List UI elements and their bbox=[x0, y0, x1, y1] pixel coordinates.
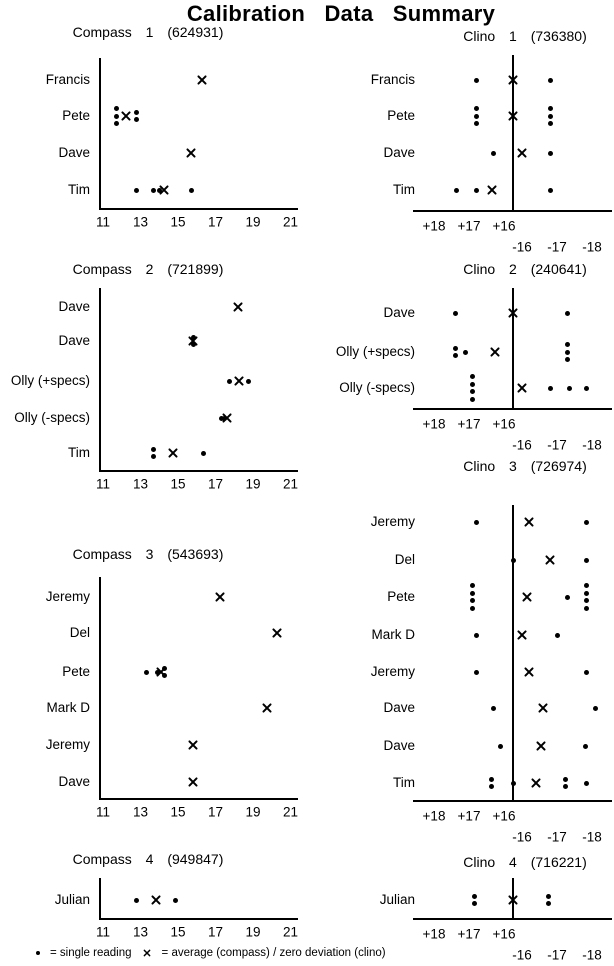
row-label: Jeremy bbox=[45, 736, 90, 752]
row-label: Dave bbox=[383, 304, 415, 320]
data-point-dot bbox=[565, 350, 570, 355]
row-label: Olly (+specs) bbox=[10, 372, 90, 388]
data-point-cross bbox=[262, 703, 272, 713]
row-label: Pete bbox=[62, 107, 90, 123]
data-point-cross bbox=[188, 777, 198, 787]
row-label: Pete bbox=[387, 588, 415, 604]
data-point-dot bbox=[584, 670, 589, 675]
data-point-cross bbox=[233, 302, 243, 312]
row-label: Tim bbox=[393, 774, 415, 790]
data-point-cross bbox=[490, 347, 500, 357]
data-point-dot bbox=[491, 706, 496, 711]
data-point-cross bbox=[522, 592, 532, 602]
data-point-cross bbox=[197, 75, 207, 85]
data-point-dot bbox=[567, 386, 572, 391]
tick-label: 21 bbox=[282, 924, 299, 940]
row-label: Jeremy bbox=[45, 588, 90, 604]
single-reading-dot-icon bbox=[36, 951, 40, 955]
data-point-cross bbox=[188, 740, 198, 750]
data-point-dot bbox=[453, 353, 458, 358]
row-label: Tim bbox=[68, 181, 90, 197]
x-axis-line bbox=[99, 798, 298, 800]
data-point-dot bbox=[563, 784, 568, 789]
tick-label: -16 bbox=[512, 829, 532, 845]
zero-deviation-line bbox=[512, 288, 514, 410]
tick-label: +16 bbox=[492, 218, 516, 234]
y-axis-line bbox=[99, 288, 101, 472]
x-axis-line bbox=[413, 918, 612, 920]
data-point-dot bbox=[472, 894, 477, 899]
row-label: Pete bbox=[62, 663, 90, 679]
tick-label: +17 bbox=[457, 416, 481, 432]
row-label: Dave bbox=[383, 699, 415, 715]
data-point-dot bbox=[474, 670, 479, 675]
legend-dot-label: = single reading bbox=[50, 947, 132, 959]
data-point-cross bbox=[508, 75, 518, 85]
row-label: Olly (+specs) bbox=[335, 343, 415, 359]
data-point-dot bbox=[454, 188, 459, 193]
data-point-dot bbox=[565, 357, 570, 362]
tick-label: 15 bbox=[170, 214, 186, 230]
tick-label: +17 bbox=[457, 926, 481, 942]
tick-label: +18 bbox=[422, 416, 446, 432]
data-point-cross bbox=[524, 517, 534, 527]
data-point-dot bbox=[548, 106, 553, 111]
panel-title-compass-2: Compass 2 (721899) bbox=[72, 261, 224, 277]
tick-label: 19 bbox=[245, 476, 261, 492]
data-point-dot bbox=[144, 670, 149, 675]
data-point-dot bbox=[474, 78, 479, 83]
data-point-dot bbox=[470, 583, 475, 588]
data-point-dot bbox=[584, 606, 589, 611]
data-point-dot bbox=[470, 606, 475, 611]
data-point-dot bbox=[584, 520, 589, 525]
row-label: Tim bbox=[393, 181, 415, 197]
data-point-dot bbox=[472, 901, 477, 906]
data-point-dot bbox=[134, 188, 139, 193]
tick-label: -18 bbox=[582, 437, 602, 453]
data-point-dot bbox=[546, 901, 551, 906]
data-point-dot bbox=[511, 558, 516, 563]
data-point-cross bbox=[536, 741, 546, 751]
data-point-dot bbox=[201, 451, 206, 456]
data-point-dot bbox=[470, 591, 475, 596]
tick-label: 11 bbox=[95, 804, 111, 820]
data-point-dot bbox=[151, 454, 156, 459]
tick-label: -18 bbox=[582, 947, 602, 963]
data-point-dot bbox=[227, 379, 232, 384]
data-point-dot bbox=[474, 520, 479, 525]
tick-label: -17 bbox=[547, 437, 567, 453]
x-axis-line bbox=[99, 208, 298, 210]
data-point-dot bbox=[593, 706, 598, 711]
data-point-dot bbox=[134, 117, 139, 122]
row-label: Julian bbox=[54, 891, 90, 907]
data-point-dot bbox=[470, 397, 475, 402]
tick-label: -17 bbox=[547, 239, 567, 255]
x-axis-line bbox=[99, 918, 298, 920]
row-label: Francis bbox=[370, 71, 415, 87]
tick-label: +16 bbox=[492, 416, 516, 432]
tick-label: -18 bbox=[582, 239, 602, 255]
data-point-cross bbox=[151, 895, 161, 905]
data-point-dot bbox=[489, 777, 494, 782]
legend-cross-label: = average (compass) / zero deviation (clino) bbox=[161, 947, 386, 959]
data-point-cross bbox=[524, 667, 534, 677]
tick-label: 21 bbox=[282, 804, 299, 820]
tick-label: 19 bbox=[245, 804, 261, 820]
tick-label: 15 bbox=[170, 476, 186, 492]
data-point-dot bbox=[173, 898, 178, 903]
data-point-cross bbox=[508, 111, 518, 121]
row-label: Olly (-specs) bbox=[14, 409, 90, 425]
page-title: Calibration Data Summary bbox=[186, 1, 496, 26]
data-point-dot bbox=[470, 382, 475, 387]
x-axis-line bbox=[99, 470, 298, 472]
data-point-cross bbox=[517, 630, 527, 640]
data-point-dot bbox=[565, 311, 570, 316]
data-point-cross bbox=[487, 185, 497, 195]
x-axis-line bbox=[413, 210, 612, 212]
data-point-dot bbox=[584, 558, 589, 563]
data-point-dot bbox=[114, 114, 119, 119]
data-point-dot bbox=[498, 744, 503, 749]
data-point-cross bbox=[508, 895, 518, 905]
tick-label: 11 bbox=[95, 214, 111, 230]
tick-label: 17 bbox=[207, 214, 224, 230]
data-point-dot bbox=[189, 188, 194, 193]
data-point-dot bbox=[548, 114, 553, 119]
tick-label: +18 bbox=[422, 808, 446, 824]
data-point-dot bbox=[246, 379, 251, 384]
data-point-dot bbox=[584, 583, 589, 588]
tick-label: +17 bbox=[457, 218, 481, 234]
row-label: Jeremy bbox=[370, 663, 415, 679]
row-label: Dave bbox=[383, 737, 415, 753]
data-point-dot bbox=[548, 78, 553, 83]
data-point-dot bbox=[565, 342, 570, 347]
data-point-dot bbox=[114, 121, 119, 126]
data-point-cross bbox=[168, 448, 178, 458]
data-point-dot bbox=[134, 898, 139, 903]
data-point-cross bbox=[215, 592, 225, 602]
panel-title-clino-4: Clino 4 (716221) bbox=[463, 854, 587, 870]
data-point-dot bbox=[548, 386, 553, 391]
data-point-dot bbox=[548, 151, 553, 156]
data-point-dot bbox=[463, 350, 468, 355]
data-point-dot bbox=[114, 106, 119, 111]
tick-label: 15 bbox=[170, 924, 186, 940]
data-point-dot bbox=[453, 346, 458, 351]
row-label: Dave bbox=[58, 773, 90, 789]
panel-title-compass-4: Compass 4 (949847) bbox=[72, 851, 224, 867]
tick-label: 17 bbox=[207, 924, 224, 940]
panel-title-clino-2: Clino 2 (240641) bbox=[463, 261, 587, 277]
tick-label: +18 bbox=[422, 218, 446, 234]
data-point-dot bbox=[151, 447, 156, 452]
tick-label: -17 bbox=[547, 947, 567, 963]
y-axis-line bbox=[99, 577, 101, 800]
tick-label: 11 bbox=[95, 476, 111, 492]
data-point-cross bbox=[508, 308, 518, 318]
tick-label: 19 bbox=[245, 924, 261, 940]
data-point-cross bbox=[186, 148, 196, 158]
data-point-cross bbox=[517, 148, 527, 158]
tick-label: 15 bbox=[170, 804, 186, 820]
data-point-dot bbox=[583, 744, 588, 749]
data-point-dot bbox=[584, 598, 589, 603]
tick-label: 13 bbox=[132, 214, 149, 230]
y-axis-line bbox=[99, 58, 101, 210]
data-point-dot bbox=[134, 110, 139, 115]
data-point-dot bbox=[584, 386, 589, 391]
row-label: Dave bbox=[58, 144, 90, 160]
legend bbox=[36, 947, 386, 959]
tick-label: 13 bbox=[132, 804, 149, 820]
data-point-cross bbox=[538, 703, 548, 713]
data-point-dot bbox=[489, 784, 494, 789]
tick-label: 13 bbox=[132, 924, 149, 940]
x-axis-line bbox=[413, 408, 612, 410]
panel-title-compass-1: Compass 1 (624931) bbox=[72, 24, 224, 40]
tick-label: 19 bbox=[245, 214, 261, 230]
panel-title-clino-3: Clino 3 (726974) bbox=[463, 458, 587, 474]
data-point-cross bbox=[159, 185, 169, 195]
row-label: Dave bbox=[58, 332, 90, 348]
data-point-dot bbox=[470, 389, 475, 394]
data-point-dot bbox=[474, 114, 479, 119]
data-point-dot bbox=[470, 374, 475, 379]
data-point-dot bbox=[565, 595, 570, 600]
tick-label: 17 bbox=[207, 476, 224, 492]
tick-label: 17 bbox=[207, 804, 224, 820]
row-label: Francis bbox=[45, 71, 90, 87]
data-point-dot bbox=[453, 311, 458, 316]
y-axis-line bbox=[99, 878, 101, 920]
data-point-dot bbox=[546, 894, 551, 899]
tick-label: +17 bbox=[457, 808, 481, 824]
zero-deviation-line bbox=[512, 505, 514, 802]
panel-title-compass-3: Compass 3 (543693) bbox=[72, 546, 224, 562]
data-point-cross bbox=[531, 778, 541, 788]
data-point-dot bbox=[511, 781, 516, 786]
average-cross-icon bbox=[143, 949, 151, 957]
tick-label: 21 bbox=[282, 214, 299, 230]
data-point-dot bbox=[151, 188, 156, 193]
data-point-cross bbox=[517, 383, 527, 393]
row-label: Dave bbox=[58, 298, 90, 314]
tick-label: -18 bbox=[582, 829, 602, 845]
row-label: Del bbox=[69, 624, 90, 640]
data-point-cross bbox=[121, 111, 131, 121]
data-point-cross bbox=[222, 413, 232, 423]
data-point-dot bbox=[548, 188, 553, 193]
data-point-dot bbox=[474, 121, 479, 126]
row-label: Tim bbox=[68, 444, 90, 460]
data-point-dot bbox=[563, 777, 568, 782]
panel-title-clino-1: Clino 1 (736380) bbox=[463, 28, 587, 44]
tick-label: 21 bbox=[282, 476, 299, 492]
row-label: Del bbox=[394, 551, 415, 567]
data-point-dot bbox=[474, 188, 479, 193]
data-point-cross bbox=[545, 555, 555, 565]
row-label: Dave bbox=[383, 144, 415, 160]
data-point-dot bbox=[474, 633, 479, 638]
tick-label: -17 bbox=[547, 829, 567, 845]
tick-label: 11 bbox=[95, 924, 111, 940]
data-point-dot bbox=[491, 151, 496, 156]
tick-label: -16 bbox=[512, 239, 532, 255]
data-point-dot bbox=[548, 121, 553, 126]
tick-label: +16 bbox=[492, 808, 516, 824]
row-label: Mark D bbox=[46, 699, 90, 715]
data-point-cross bbox=[188, 336, 198, 346]
data-point-dot bbox=[555, 633, 560, 638]
tick-label: +18 bbox=[422, 926, 446, 942]
tick-label: -16 bbox=[512, 437, 532, 453]
tick-label: -16 bbox=[512, 947, 532, 963]
tick-label: 13 bbox=[132, 476, 149, 492]
data-point-dot bbox=[584, 591, 589, 596]
data-point-cross bbox=[156, 667, 166, 677]
row-label: Mark D bbox=[371, 626, 415, 642]
row-label: Jeremy bbox=[370, 513, 415, 529]
data-point-dot bbox=[470, 598, 475, 603]
row-label: Pete bbox=[387, 107, 415, 123]
data-point-dot bbox=[584, 781, 589, 786]
data-point-cross bbox=[272, 628, 282, 638]
row-label: Olly (-specs) bbox=[339, 379, 415, 395]
data-point-dot bbox=[474, 106, 479, 111]
x-axis-line bbox=[413, 800, 612, 802]
row-label: Julian bbox=[379, 891, 415, 907]
tick-label: +16 bbox=[492, 926, 516, 942]
data-point-cross bbox=[234, 376, 244, 386]
